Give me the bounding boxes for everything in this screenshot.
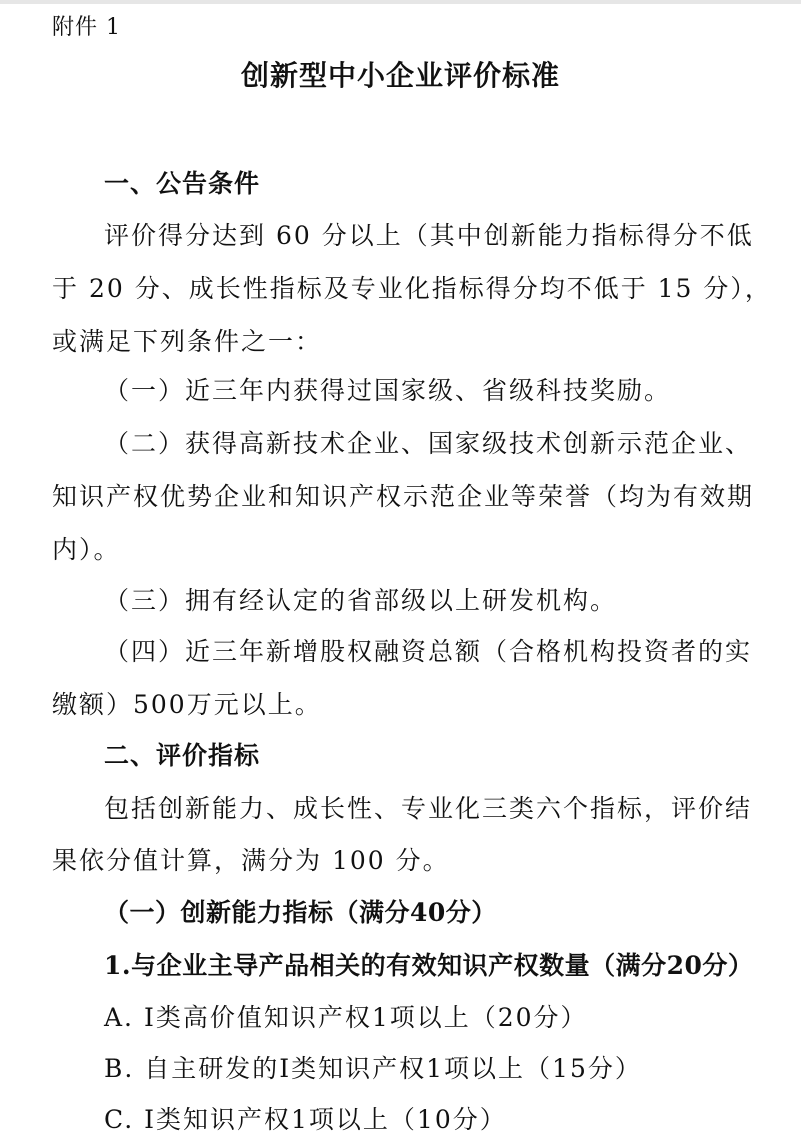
paragraph-line: 评价得分达到 60 分以上（其中创新能力指标得分不低 bbox=[104, 221, 754, 250]
condition-item-3: （三）拥有经认定的省部级以上研发机构。 bbox=[104, 586, 618, 615]
section-heading-announcement: 一、公告条件 bbox=[104, 169, 261, 198]
paragraph-line: 于 20 分、成长性指标及专业化指标得分均不低于 15 分）， bbox=[52, 274, 772, 303]
attachment-label: 附件 1 bbox=[52, 15, 121, 40]
condition-item-2-line: 知识产权优势企业和知识产权示范企业等荣誉（均为有效期 bbox=[52, 482, 755, 511]
condition-item-4-line: 缴额）500万元以上。 bbox=[52, 690, 322, 719]
paragraph-line: 或满足下列条件之一： bbox=[52, 327, 323, 356]
condition-item-2-line: 内）。 bbox=[52, 535, 121, 564]
top-border bbox=[0, 0, 801, 4]
paragraph-line: 包括创新能力、成长性、专业化三类六个指标，评价结 bbox=[104, 794, 753, 823]
option-b: B. 自主研发的I类知识产权1项以上（15分） bbox=[104, 1054, 642, 1083]
condition-item-1: （一）近三年内获得过国家级、省级科技奖励。 bbox=[104, 376, 672, 405]
paragraph-line: 果依分值计算，满分为 100 分。 bbox=[52, 846, 450, 875]
option-a: A. I类高价值知识产权1项以上（20分） bbox=[104, 1003, 588, 1032]
indicator-heading: 1.与企业主导产品相关的有效知识产权数量（满分20分） bbox=[104, 951, 754, 980]
condition-item-4-line: （四）近三年新增股权融资总额（合格机构投资者的实 bbox=[104, 637, 753, 666]
section-heading-indicators: 二、评价指标 bbox=[104, 741, 261, 770]
option-c: C. I类知识产权1项以上（10分） bbox=[104, 1105, 507, 1134]
subsection-heading-innovation: （一）创新能力指标（满分40分） bbox=[104, 898, 497, 927]
document-title: 创新型中小企业评价标准 bbox=[240, 59, 560, 92]
condition-item-2-line: （二）获得高新技术企业、国家级技术创新示范企业、 bbox=[104, 429, 753, 458]
